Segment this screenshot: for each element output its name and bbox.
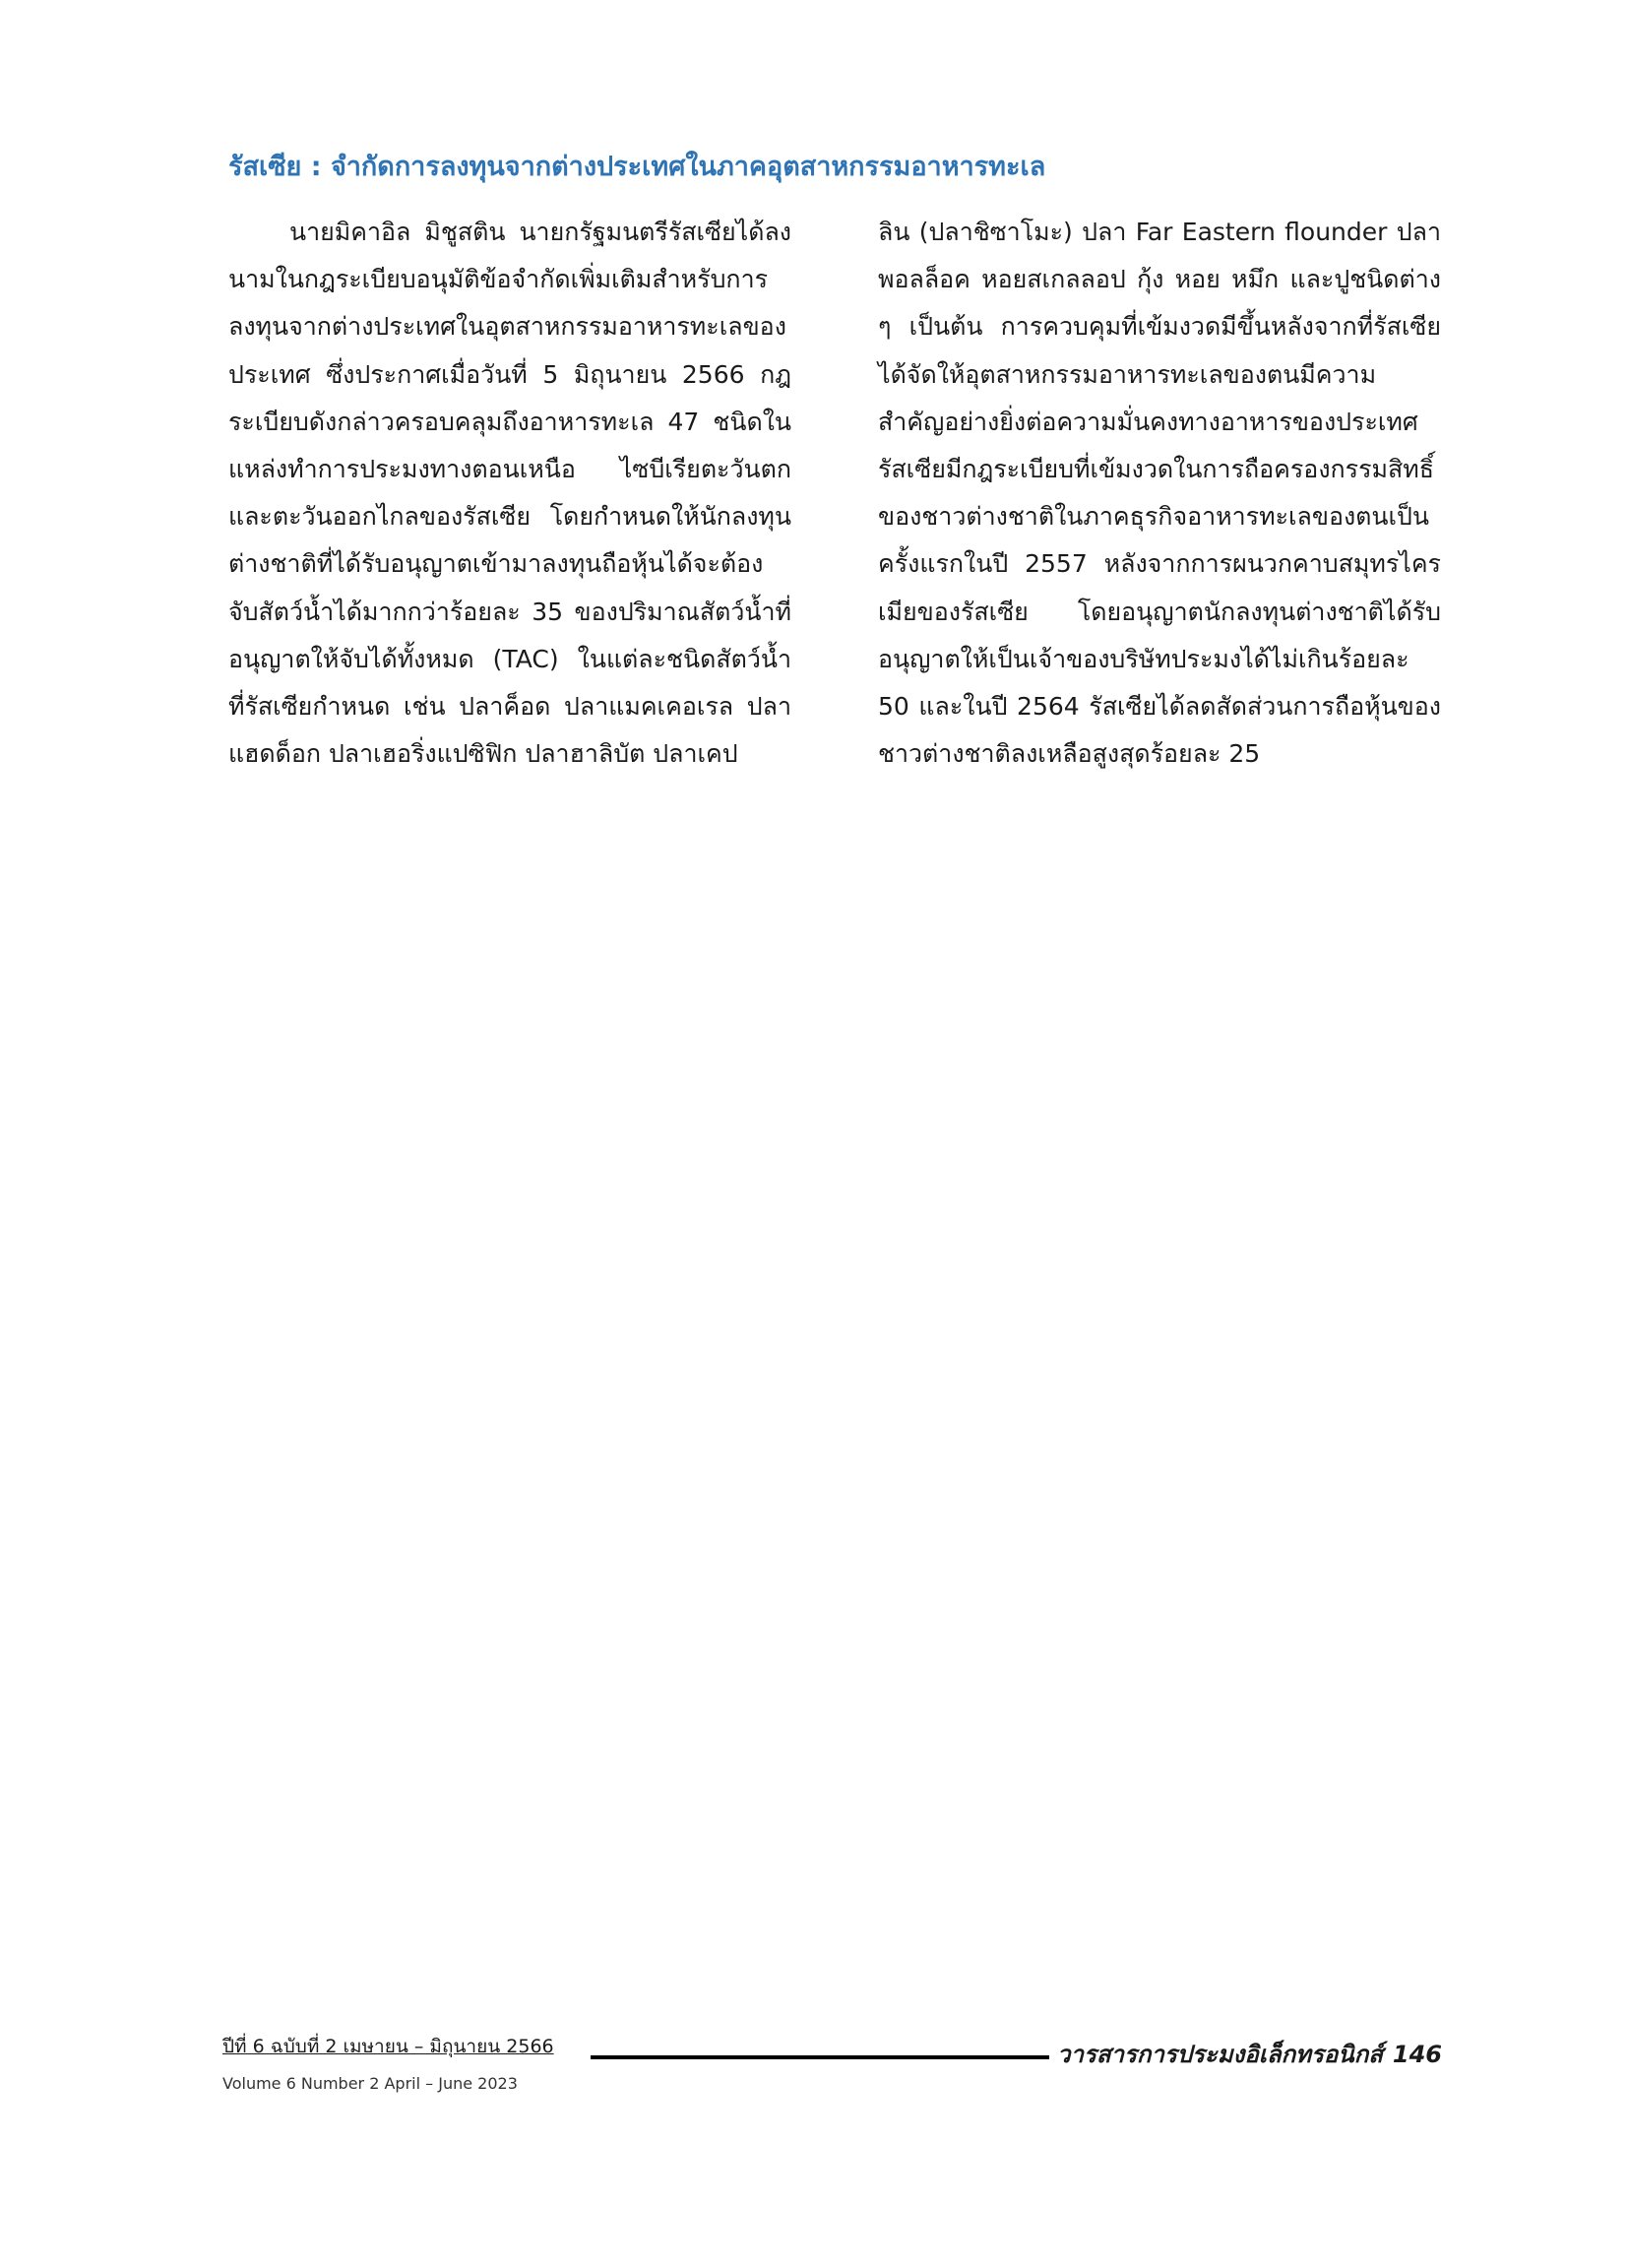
paragraph-right: ลิน (ปลาชิซาโมะ) ปลา Far Eastern flounder ปลาพอลล็อค หอยสเกลลอป กุ้ง หอย หมึก และปูชนิดต่าง ๆ เป็นต้น การควบคุมที่เข้มงวดมีขึ้นหลังจากที่รัสเซียได้จัดให้อุตสาหกรรมอาหารทะเลของตนมีความสำคัญอย่างยิ่งต่อความมั่นคงทางอาหารของประเทศ รัสเซียมีกฎระเบียบที่เข้มงวดในการถือครองกรรมสิทธิ์ของชาวต่างชาติในภาคธุรกิจอาหารทะเลของตนเป็นครั้งแรกในปี 2557 หลังจากการผนวกคาบสมุทรไครเมียของรัสเซีย โดยอนุญาตนักลงทุนต่างชาติได้รับอนุญาตให้เป็นเจ้าของบริษัทประมงได้ไม่เกินร้อยละ 50 และในปี 2564 รัสเซียได้ลดสัดส่วนการถือหุ้นของชาวต่างชาติลงเหลือสูงสุดร้อยละ 25	[878, 218, 1441, 769]
article-heading: รัสเซีย : จำกัดการลงทุนจากต่างประเทศในภาคอุตสาหกรรมอาหารทะเล	[228, 152, 1046, 182]
journal-name: วารสารการประมงอิเล็กทรอนิกส์	[1057, 2041, 1383, 2068]
footer-journal	[1057, 2039, 1442, 2070]
page-number: 146	[1392, 2041, 1442, 2068]
body-column-right	[878, 209, 1441, 778]
footer-issue-thai: ปีที่ 6 ฉบับที่ 2 เมษายน – มิถุนายน 2566	[222, 2036, 554, 2057]
footer-issue-info	[222, 2033, 554, 2098]
footer-divider	[591, 2055, 1049, 2059]
body-column-left	[228, 209, 791, 778]
footer-issue-english: Volume 6 Number 2 April – June 2023	[222, 2074, 518, 2093]
paragraph-left: นายมิคาอิล มิชูสติน นายกรัฐมนตรีรัสเซียได้ลงนามในกฎระเบียบอนุมัติข้อจำกัดเพิ่มเติมสำหรับการลงทุนจากต่างประเทศในอุตสาหกรรมอาหารทะเลของประเทศ ซึ่งประกาศเมื่อวันที่ 5 มิถุนายน 2566 กฎระเบียบดังกล่าวครอบคลุมถึงอาหารทะเล 47 ชนิดในแหล่งทำการประมงทางตอนเหนือ ไซบีเรียตะวันตก และตะวันออกไกลของรัสเซีย โดยกำหนดให้นักลงทุนต่างชาติที่ได้รับอนุญาตเข้ามาลงทุนถือหุ้นได้จะต้องจับสัตว์น้ำได้มากกว่าร้อยละ 35 ของปริมาณสัตว์น้ำที่อนุญาตให้จับได้ทั้งหมด (TAC) ในแต่ละชนิดสัตว์น้ำ ที่รัสเซียกำหนด เช่น ปลาค็อด ปลาแมคเคอเรล ปลาแฮดด็อก ปลาเฮอริ่งแปซิฟิก ปลาฮาลิบัต ปลาเคป	[228, 218, 791, 769]
